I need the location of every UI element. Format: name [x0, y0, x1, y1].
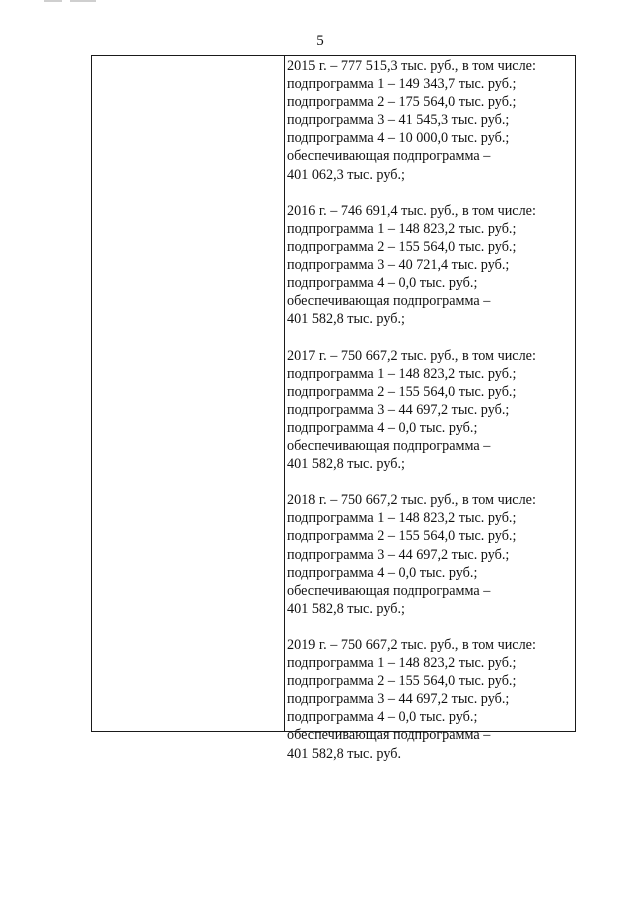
funding-line: подпрограмма 3 – 41 545,3 тыс. руб.;: [287, 112, 510, 129]
funding-line: обеспечивающая подпрограмма –: [287, 293, 491, 310]
funding-line: подпрограмма 3 – 44 697,2 тыс. руб.;: [287, 691, 510, 708]
funding-line: подпрограмма 2 – 155 564,0 тыс. руб.;: [287, 673, 517, 690]
funding-table: [91, 55, 576, 762]
funding-line: подпрограмма 3 – 40 721,4 тыс. руб.;: [287, 257, 510, 274]
scan-artifact: [70, 0, 96, 2]
funding-cell: [287, 57, 573, 763]
funding-line: подпрограмма 4 – 0,0 тыс. руб.;: [287, 709, 478, 726]
year-total-line: 2019 г. – 750 667,2 тыс. руб., в том числе:: [287, 637, 536, 653]
funding-line: 401 582,8 тыс. руб.;: [287, 456, 405, 473]
funding-line: подпрограмма 1 – 148 823,2 тыс. руб.;: [287, 510, 517, 527]
page-number: 5: [316, 33, 324, 49]
funding-line: подпрограмма 3 – 44 697,2 тыс. руб.;: [287, 546, 510, 563]
funding-line: подпрограмма 4 – 0,0 тыс. руб.;: [287, 419, 478, 436]
funding-line: обеспечивающая подпрограмма –: [287, 437, 491, 454]
funding-line: подпрограмма 2 – 155 564,0 тыс. руб.;: [287, 238, 517, 255]
funding-line: подпрограмма 1 – 149 343,7 тыс. руб.;: [287, 76, 517, 93]
column-divider: [284, 56, 285, 731]
year-block: [287, 636, 573, 763]
funding-line: 401 582,8 тыс. руб.;: [287, 311, 405, 328]
year-block: [287, 347, 573, 474]
funding-line: обеспечивающая подпрограмма –: [287, 727, 491, 744]
funding-line: подпрограмма 1 – 148 823,2 тыс. руб.;: [287, 365, 517, 382]
funding-line: подпрограмма 1 – 148 823,2 тыс. руб.;: [287, 220, 517, 237]
funding-line: подпрограмма 1 – 148 823,2 тыс. руб.;: [287, 655, 517, 672]
year-block: [287, 491, 573, 618]
funding-line: подпрограмма 4 – 10 000,0 тыс. руб.;: [287, 130, 510, 147]
funding-line: 401 582,8 тыс. руб.: [287, 745, 401, 762]
year-total-line: 2015 г. – 777 515,3 тыс. руб., в том числе:: [287, 58, 536, 74]
funding-line: подпрограмма 4 – 0,0 тыс. руб.;: [287, 275, 478, 292]
funding-line: подпрограмма 2 – 175 564,0 тыс. руб.;: [287, 94, 517, 111]
funding-line: обеспечивающая подпрограмма –: [287, 148, 491, 165]
funding-line: 401 582,8 тыс. руб.;: [287, 600, 405, 617]
scan-artifact: [44, 0, 62, 2]
funding-line: подпрограмма 4 – 0,0 тыс. руб.;: [287, 564, 478, 581]
funding-line: подпрограмма 2 – 155 564,0 тыс. руб.;: [287, 383, 517, 400]
funding-line: обеспечивающая подпрограмма –: [287, 582, 491, 599]
funding-line: 401 062,3 тыс. руб.;: [287, 166, 405, 183]
year-total-line: 2016 г. – 746 691,4 тыс. руб., в том числе:: [287, 202, 536, 219]
year-total-line: 2018 г. – 750 667,2 тыс. руб., в том числе:: [287, 492, 536, 509]
year-total-line: 2017 г. – 750 667,2 тыс. руб., в том числе:: [287, 347, 536, 364]
year-block: [287, 57, 573, 184]
funding-line: подпрограмма 3 – 44 697,2 тыс. руб.;: [287, 401, 510, 418]
funding-line: подпрограмма 2 – 155 564,0 тыс. руб.;: [287, 528, 517, 545]
year-block: [287, 202, 573, 329]
